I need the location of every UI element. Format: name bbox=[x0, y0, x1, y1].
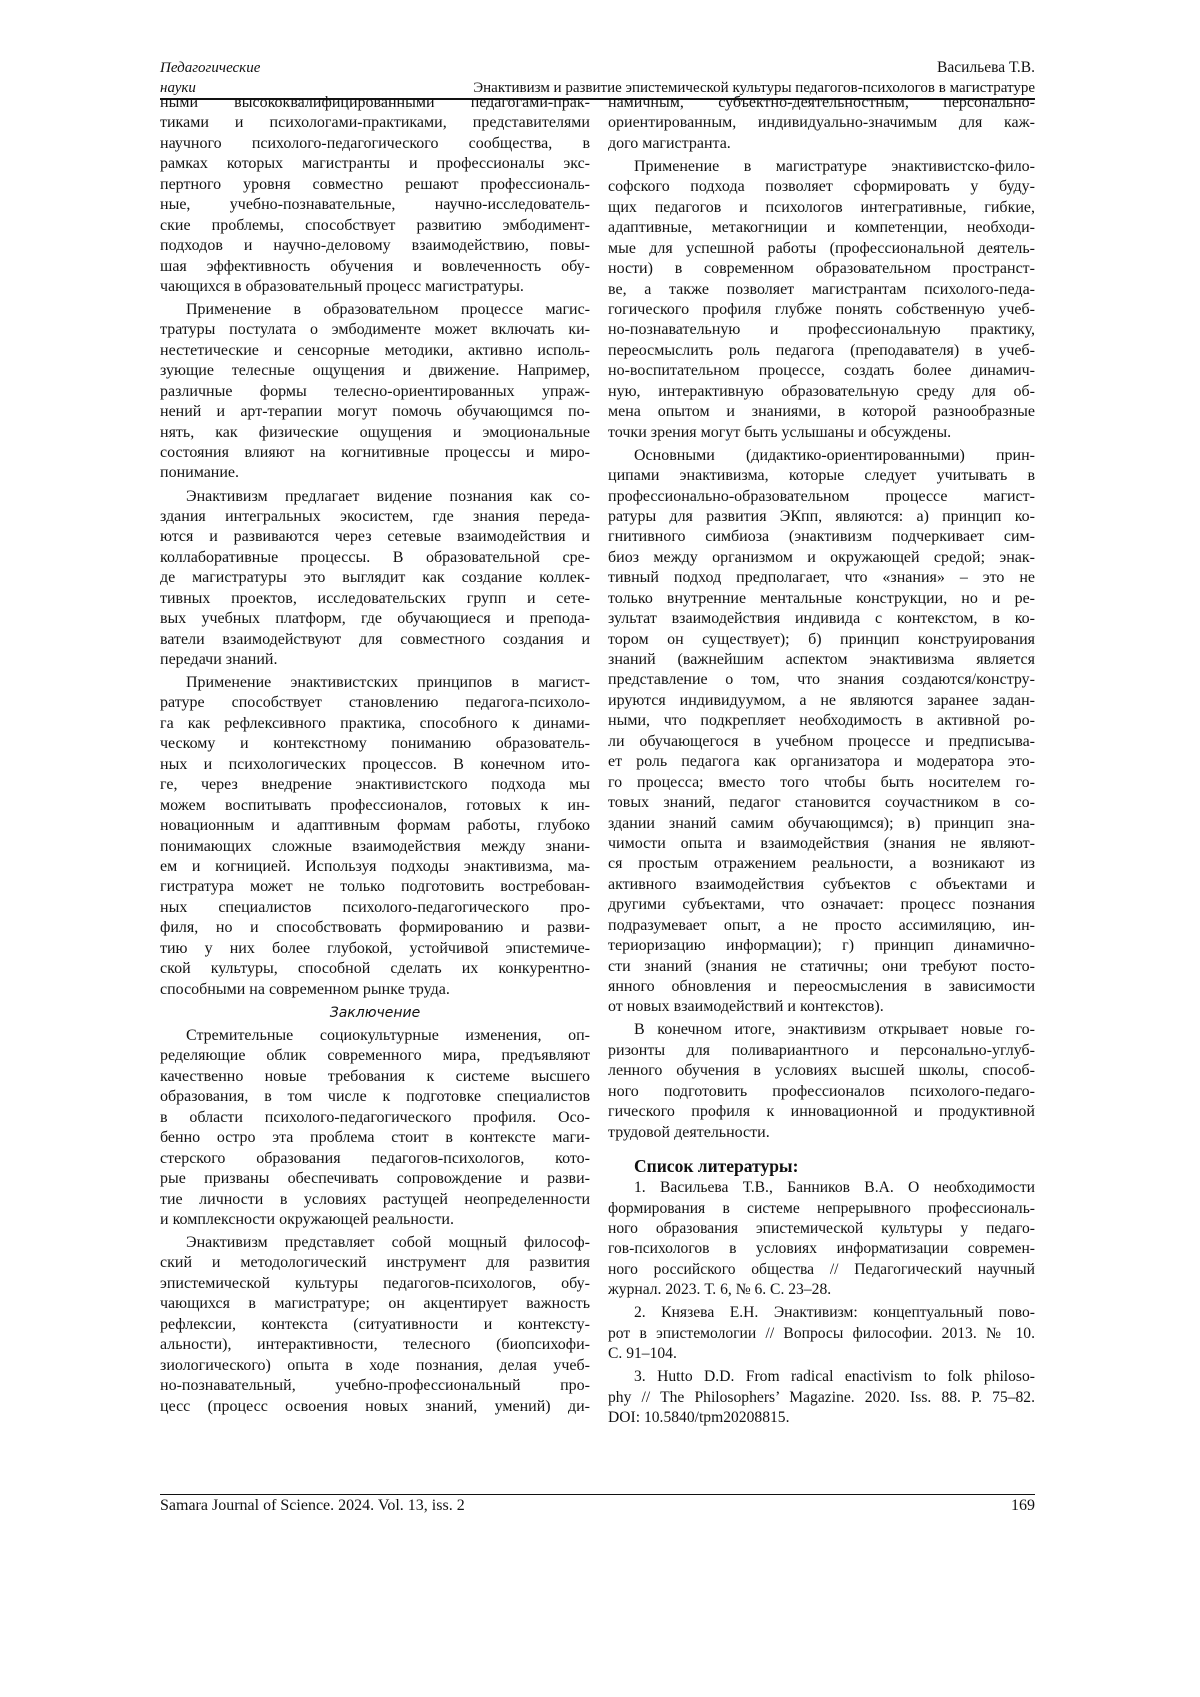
text-line: вых учебных платформ, где обучающиеся и препода- bbox=[160, 610, 590, 628]
paragraph bbox=[160, 93, 590, 297]
paragraph bbox=[608, 157, 1035, 443]
text-line: ределяющие облик современного мира, предъявляют bbox=[160, 1047, 590, 1065]
text-line: чимости опыта и взаимодействия (знания не являют- bbox=[608, 834, 1035, 852]
text-line: но-познавательную и профессиональную практику, bbox=[608, 321, 1035, 339]
text-line: 1. Васильева Т.В., Банников В.А. О необходимости bbox=[634, 1179, 1035, 1197]
text-line: гнитивного симбиоза (энактивизм подчеркивает сим- bbox=[608, 528, 1035, 546]
text-line: ческому и контекстному пониманию образователь- bbox=[160, 735, 590, 753]
text-line: ности) в современном образовательном пространст- bbox=[608, 260, 1035, 278]
text-line: здания интегральных экосистем, где знания переда- bbox=[160, 507, 590, 525]
text-line: тие личности в условиях растущей неопределенности bbox=[160, 1190, 590, 1208]
text-line: намичным, субъектно-деятельностным, персонально- bbox=[608, 94, 1035, 111]
text-line: ную, интерактивную образовательную среду для об- bbox=[608, 382, 1035, 400]
text-line: подходов и научно-деловому взаимодействию, повы- bbox=[160, 237, 590, 255]
text-line: ризонты для поливариантного и персонально-углуб- bbox=[608, 1041, 1035, 1059]
section-heading: Заключение bbox=[329, 1005, 421, 1022]
text-line: можем воспитывать профессионалов, готовых к ин- bbox=[160, 796, 590, 814]
text-line: гистратура может не только подготовить востребован- bbox=[160, 878, 590, 896]
text-line: Стремительные социокультурные изменения, оп- bbox=[186, 1027, 590, 1045]
text-line: переосмыслить роль педагога (преподавателя) в учеб- bbox=[608, 341, 1035, 359]
text-line: гогического профиля глубже понять собственную учеб- bbox=[608, 300, 1035, 318]
text-line: тором он существует); б) принцип конструирования bbox=[608, 630, 1035, 648]
header-article-title: Энактивизм и развитие эпистемической культуры педагогов-психологов в магистратуре bbox=[473, 80, 1035, 96]
text-line: щих педагогов и психологов интегративные, гибкие, bbox=[608, 198, 1035, 216]
text-line: Применение в магистратуре энактивистско-фило- bbox=[634, 157, 1035, 175]
text-line: ного подготовить профессионалов психолого-педаго- bbox=[608, 1082, 1035, 1100]
text-line: ские проблемы, способствует развитию эмбодимент- bbox=[160, 216, 590, 234]
text-line: тратуры постулата о эмбодименте может включать ки- bbox=[160, 321, 590, 339]
text-line: здании знаний самим обучающимся); в) принцип зна- bbox=[608, 814, 1035, 832]
text-line: 3. Hutto D.D. From radical enactivism to folk philoso- bbox=[634, 1368, 1035, 1386]
text-line: нений и арт-терапии могут помочь обучающимся по- bbox=[160, 403, 590, 421]
text-line: сти знаний (знания не статичны; они требуют посто- bbox=[608, 957, 1035, 975]
text-line: передачи знаний. bbox=[160, 651, 278, 668]
text-line: чающихся в образовательный процесс магистратуры. bbox=[160, 277, 524, 295]
text-line: ного российского общества // Педагогический научный bbox=[608, 1260, 1035, 1278]
text-line: ципами энактивизма, которые следует учитывать в bbox=[608, 467, 1035, 485]
paragraph bbox=[608, 446, 1035, 1018]
right-column bbox=[608, 93, 1035, 1431]
text-line: различные формы телесно-ориентированных упраж- bbox=[160, 382, 590, 400]
text-line: активного взаимодействия субъектов с объектами и bbox=[608, 875, 1035, 893]
reference-item bbox=[608, 1178, 1035, 1301]
text-line: ные, учебно-познавательные, научно-исследователь- bbox=[160, 196, 590, 214]
text-line: мые для успешной работы (профессиональной деятель- bbox=[608, 239, 1035, 257]
text-line: ет роль педагога как организатора и модератора это- bbox=[608, 753, 1035, 771]
text-line: ными высококвалифицированными педагогами-прак- bbox=[160, 94, 590, 111]
text-line: тию у них более глубокой, устойчивой эпистемиче- bbox=[160, 939, 590, 957]
text-line: ратуре способствует становлению педагога-психоло- bbox=[160, 694, 590, 712]
text-line: DOI: 10.5840/tpm20208815. bbox=[608, 1409, 790, 1427]
text-line: нять, как физические ощущения и эмоциональные bbox=[160, 423, 590, 441]
text-line: ного образования эпистемической культуры у педаго- bbox=[608, 1219, 1035, 1237]
text-line: га как рефлексивного практика, способного к динами- bbox=[160, 714, 590, 732]
text-line: рот в эпистемологии // Вопросы философии. 2013. № 10. bbox=[608, 1324, 1035, 1342]
text-line: альности), интерактивности, телесного (биопсихофи- bbox=[160, 1336, 590, 1354]
text-line: профессионально-образовательном процессе магист- bbox=[608, 487, 1035, 505]
text-line: новационным и адаптивным формам работы, глубоко bbox=[160, 817, 590, 835]
text-line: биоз между организмом и окружающей средой; энак- bbox=[608, 548, 1035, 566]
text-line: представление о том, что знания создаются/констру- bbox=[608, 671, 1035, 689]
text-line: мена опытом и знаниями, в которой разнообразные bbox=[608, 403, 1035, 421]
paragraph bbox=[608, 1020, 1035, 1143]
references-heading: Список литературы: bbox=[634, 1156, 799, 1177]
text-line: от новых взаимодействий и контекстов). bbox=[608, 998, 884, 1016]
text-line: бенно остро эта проблема стоит в контексте маги- bbox=[160, 1129, 590, 1147]
text-line: рые призваны обеспечивать сопровождение и разви- bbox=[160, 1170, 590, 1188]
text-line: рефлексии, контекста (ситуативности и контексту- bbox=[160, 1315, 590, 1333]
text-line: журнал. 2023. Т. 6, № 6. С. 23–28. bbox=[608, 1281, 832, 1299]
text-line: ся простым отражением реальности, а возникают из bbox=[608, 855, 1035, 873]
footer-rule bbox=[160, 1494, 1035, 1495]
text-line: шая эффективность обучения и вовлеченность обу- bbox=[160, 257, 590, 275]
text-line: ных специалистов психолого-педагогического про- bbox=[160, 898, 590, 916]
text-line: в области психолого-педагогического профиля. Осо- bbox=[160, 1108, 590, 1126]
text-line: зультат взаимодействия индивида с контекстом, в ко- bbox=[608, 610, 1035, 628]
text-line: рамках которых магистранты и профессионалы экс- bbox=[160, 155, 590, 173]
paragraph bbox=[160, 300, 590, 484]
text-line: ных и психологических процессов. В конечном ито- bbox=[160, 755, 590, 773]
text-line: подразумевает опыт, а не просто ассимиляцию, ин- bbox=[608, 916, 1035, 934]
text-line: но-познавательный, учебно-профессиональный про- bbox=[160, 1377, 590, 1395]
text-line: пертного уровня совместно решают профессиональ- bbox=[160, 175, 590, 193]
section-line-1: Педагогические bbox=[160, 60, 261, 76]
text-line: териоризацию информации); г) принцип динамично- bbox=[608, 937, 1035, 955]
text-line: ский и методологический инструмент для развития bbox=[160, 1254, 590, 1272]
text-line: знаний (важнейшим аспектом энактивизма является bbox=[608, 651, 1035, 668]
text-line: ем и когницией. Используя подходы энактивизма, ма- bbox=[160, 857, 590, 875]
text-line: но-воспитательном процессе, создать более динамич- bbox=[608, 362, 1035, 380]
section-line-2: науки bbox=[160, 80, 196, 96]
text-line: эпистемической культуры педагогов-психологов, обу- bbox=[160, 1274, 590, 1292]
text-line: филя, но и способствовать формированию и разви- bbox=[160, 919, 590, 937]
text-line: адаптивные, метакогниции и компетенции, необходи- bbox=[608, 219, 1035, 237]
text-line: нестетические и сенсорные методики, активно исполь- bbox=[160, 341, 590, 359]
journal-section bbox=[160, 58, 260, 98]
text-line: Применение энактивистских принципов в магист- bbox=[186, 674, 590, 692]
text-line: тиками и психологами-практиками, представителями bbox=[160, 114, 590, 132]
text-line: ватели взаимодействуют для совместного создания и bbox=[160, 630, 590, 648]
text-line: цесс (процесс освоения новых знаний, умений) ди- bbox=[160, 1397, 590, 1415]
text-line: ными, что подкрепляет необходимость в активной ро- bbox=[608, 712, 1035, 730]
text-line: качественно новые требования к системе высшего bbox=[160, 1067, 590, 1085]
text-line: другими субъектами, что означает: процесс познания bbox=[608, 896, 1035, 914]
text-line: ве, а также позволяет магистрантам психолого-педа- bbox=[608, 280, 1035, 298]
text-line: В конечном итоге, энактивизм открывает новые го- bbox=[634, 1021, 1035, 1039]
text-line: гического профиля к инновационной и продуктивной bbox=[608, 1103, 1035, 1121]
text-line: ленного обучения в условиях высшей школы, способ- bbox=[608, 1062, 1035, 1080]
text-line: ориентированным, индивидуально-значимым для каж- bbox=[608, 114, 1035, 132]
text-line: ли обучающегося в учебном процессе и предписыва- bbox=[608, 732, 1035, 750]
paragraph bbox=[160, 1233, 590, 1417]
text-line: тивных проектов, исследовательских групп и сете- bbox=[160, 589, 590, 607]
text-line: тивный подход предполагает, что «знания» – это не bbox=[608, 569, 1035, 587]
left-column bbox=[160, 93, 590, 1420]
text-line: 2. Князева Е.Н. Энактивизм: концептуальный пово- bbox=[634, 1304, 1035, 1322]
reference-item bbox=[608, 1367, 1035, 1428]
text-line: С. 91–104. bbox=[608, 1345, 677, 1363]
text-line: дого магистранта. bbox=[608, 134, 731, 152]
text-line: понимание. bbox=[160, 464, 240, 482]
text-line: ируются индивидуумом, а не являются заранее задан- bbox=[608, 691, 1035, 709]
text-line: и комплексности окружающей реальности. bbox=[160, 1210, 454, 1228]
paragraph bbox=[608, 93, 1035, 154]
text-line: точки зрения могут быть услышаны и обсуждены. bbox=[608, 423, 952, 441]
paragraph bbox=[160, 673, 590, 1000]
text-line: научного психолого-педагогического сообщества, в bbox=[160, 134, 590, 152]
text-line: де магистратуры это выглядит как создание коллек- bbox=[160, 569, 590, 587]
reference-item bbox=[608, 1303, 1035, 1364]
text-line: чающихся в магистратуре; он акцентирует важность bbox=[160, 1295, 590, 1313]
text-line: ге, через внедрение энактивистского подхода мы bbox=[160, 776, 590, 794]
text-line: ратуры для развития ЭКпп, являются: а) принцип ко- bbox=[608, 507, 1035, 525]
text-line: коллаборативные процессы. В образовательной сре- bbox=[160, 548, 590, 566]
text-line: понимающих сложные взаимодействия между знани- bbox=[160, 837, 590, 855]
text-line: го процесса; вместо того чтобы быть носителем го- bbox=[608, 773, 1035, 791]
text-line: способными на современном рынке труда. bbox=[160, 980, 450, 998]
text-line: состояния влияют на когнитивные процессы и миро- bbox=[160, 444, 590, 462]
text-line: софского подхода позволяет сформировать у буду- bbox=[608, 178, 1035, 196]
text-line: только внутренние ментальные конструкции, но и ре- bbox=[608, 589, 1035, 607]
text-line: Энактивизм предлагает видение познания как со- bbox=[186, 487, 590, 505]
text-line: стерского образования педагогов-психологов, кото- bbox=[160, 1149, 590, 1167]
text-line: Энактивизм представляет собой мощный философ- bbox=[186, 1234, 590, 1251]
text-line: янного обновления и переосмысления в зависимости bbox=[608, 978, 1035, 995]
text-line: Основными (дидактико-ориентированными) прин- bbox=[634, 446, 1035, 464]
text-line: Применение в образовательном процессе магис- bbox=[186, 300, 590, 318]
text-line: товых знаний, педагог становится соучастником в со- bbox=[608, 794, 1035, 812]
text-line: ской культуры, способной сделать их конкурентно- bbox=[160, 960, 590, 978]
text-line: образования, в том числе к подготовке специалистов bbox=[160, 1088, 590, 1106]
text-line: гов-психологов в условиях информатизации современ- bbox=[608, 1240, 1035, 1258]
text-line: трудовой деятельности. bbox=[608, 1123, 770, 1141]
page-number: 169 bbox=[1011, 1497, 1035, 1514]
text-line: формирования в системе непрерывного профессиональ- bbox=[608, 1199, 1035, 1217]
paragraph bbox=[160, 487, 590, 671]
text-line: зиологического) опыта в ходе познания, делая учеб- bbox=[160, 1356, 590, 1374]
header-author: Васильева Т.В. bbox=[937, 59, 1035, 76]
footer-journal: Samara Journal of Science. 2024. Vol. 13, iss. 2 bbox=[160, 1497, 465, 1514]
text-line: phy // The Philosophers’ Magazine. 2020. Iss. 88. P. 75–82. bbox=[608, 1388, 1035, 1406]
paragraph bbox=[160, 1026, 590, 1230]
text-line: ются и развиваются через сетевые взаимодействия и bbox=[160, 528, 590, 546]
text-line: зующие телесные ощущения и движение. Например, bbox=[160, 362, 590, 380]
